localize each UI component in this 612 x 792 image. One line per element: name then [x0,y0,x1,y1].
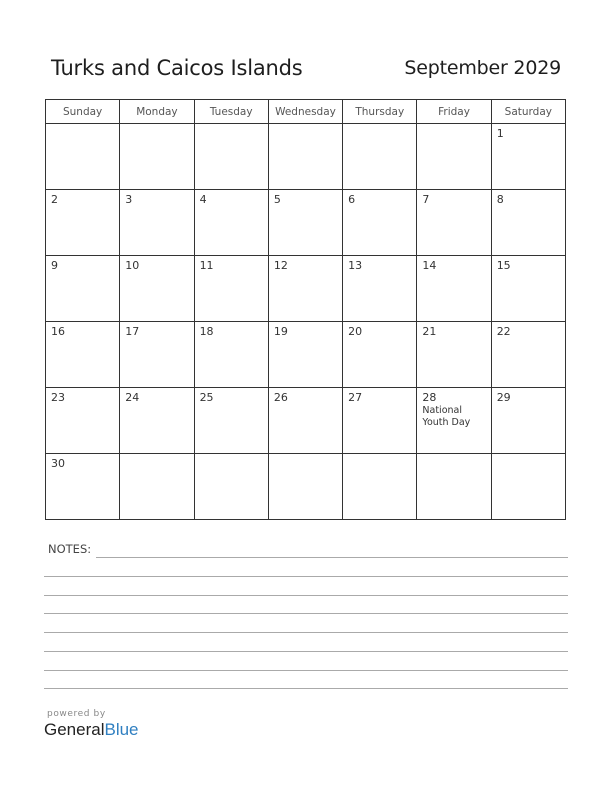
day-number: 17 [125,325,140,338]
day-number: 12 [273,259,288,272]
day-number: 21 [422,325,437,338]
notes-line [44,688,568,689]
day-number [343,454,416,469]
day-number: 2 [51,193,58,206]
calendar-day-cell [194,256,268,322]
weekday-thursday: Thursday [343,100,417,124]
holiday-label: National Youth Day [422,405,471,428]
weekday-monday: Monday [120,100,194,124]
day-number: 26 [273,391,288,404]
calendar-day-cell [417,124,491,190]
calendar-day-cell [491,322,565,388]
calendar-day-cell [343,124,417,190]
calendar-week-row [46,322,566,388]
weekday-wednesday: Wednesday [268,100,342,124]
notes-line [44,576,568,577]
day-number [269,124,342,139]
day-number: 24 [125,391,140,404]
day-number: 18 [199,325,214,338]
calendar-day-cell [194,388,268,454]
weekday-tuesday: Tuesday [194,100,268,124]
day-number: 20 [348,325,363,338]
calendar-day-cell [343,256,417,322]
day-number [492,454,565,469]
calendar-day-cell [268,388,342,454]
day-number: 5 [273,193,281,206]
calendar-day-cell [491,256,565,322]
calendar-day-cell [194,322,268,388]
calendar-day-cell [46,388,120,454]
weekday-header-row [46,100,566,124]
day-number [417,454,490,469]
day-number: 16 [51,325,65,338]
day-number: 4 [199,193,207,206]
calendar-day-cell [194,454,268,520]
calendar-country-title: Turks and Caicos Islands [51,56,303,80]
day-number [195,124,268,139]
day-number [46,124,119,139]
notes-line [96,557,568,558]
weekday-saturday: Saturday [491,100,565,124]
calendar-day-cell [417,322,491,388]
calendar-day-cell [417,256,491,322]
calendar-day-cell [268,190,342,256]
calendar-day-cell [46,454,120,520]
calendar-day-cell [491,190,565,256]
day-number: 11 [199,259,214,272]
calendar-day-cell [343,388,417,454]
notes-label: NOTES: [48,542,92,556]
calendar-day-cell [120,256,194,322]
notes-line [44,632,568,633]
calendar-day-cell [343,190,417,256]
day-number: 13 [348,259,363,272]
day-number: 25 [199,391,214,404]
day-number: 7 [422,193,430,206]
calendar-week-row [46,454,566,520]
day-number: 6 [348,193,356,206]
calendar-day-cell [268,454,342,520]
calendar-week-row [46,388,566,454]
calendar-day-cell [268,124,342,190]
day-number: 22 [496,325,511,338]
calendar-day-cell [194,124,268,190]
calendar-day-cell [268,322,342,388]
calendar-week-row [46,256,566,322]
calendar-week-row [46,124,566,190]
day-number: 3 [125,193,133,206]
weekday-sunday: Sunday [46,100,120,124]
weekday-friday: Friday [417,100,491,124]
calendar-day-cell [194,190,268,256]
notes-line [44,595,568,596]
calendar-day-cell [46,256,120,322]
day-number [343,124,416,139]
day-number: 30 [51,457,65,470]
calendar-day-cell [120,124,194,190]
day-number: 9 [51,259,58,272]
calendar-day-cell [491,454,565,520]
day-number: 29 [496,391,511,404]
day-number: 14 [422,259,437,272]
day-number [120,454,193,469]
day-number: 19 [273,325,288,338]
day-number: 1 [496,127,504,140]
calendar-day-cell [46,322,120,388]
day-number: 23 [51,391,65,404]
calendar-day-cell [268,256,342,322]
day-number [120,124,193,139]
calendar-day-cell [343,322,417,388]
calendar-day-cell [46,124,120,190]
calendar-day-cell [343,454,417,520]
notes-line [44,651,568,652]
calendar-day-cell [46,190,120,256]
powered-by-text: powered by [47,709,106,719]
day-number: 27 [348,391,363,404]
day-number [195,454,268,469]
calendar-week-row [46,190,566,256]
day-number: 15 [496,259,511,272]
calendar-day-cell [120,322,194,388]
day-number [269,454,342,469]
calendar-day-cell [120,190,194,256]
day-number: 10 [125,259,140,272]
brand-blue-text: Blue [104,720,139,739]
notes-line [44,613,568,614]
generalblue-logo[interactable] [44,720,139,740]
calendar-day-cell [120,388,194,454]
calendar-day-cell [120,454,194,520]
calendar-day-cell [417,388,491,454]
calendar-day-cell [491,124,565,190]
calendar-day-cell [491,388,565,454]
calendar-day-cell [417,190,491,256]
calendar-month-title: September 2029 [404,57,561,79]
day-number: 28 [422,391,437,404]
day-number: 8 [496,193,504,206]
notes-line [44,670,568,671]
calendar-grid [45,99,566,520]
day-number [417,124,490,139]
calendar-day-cell [417,454,491,520]
brand-general-text: General [44,720,105,739]
